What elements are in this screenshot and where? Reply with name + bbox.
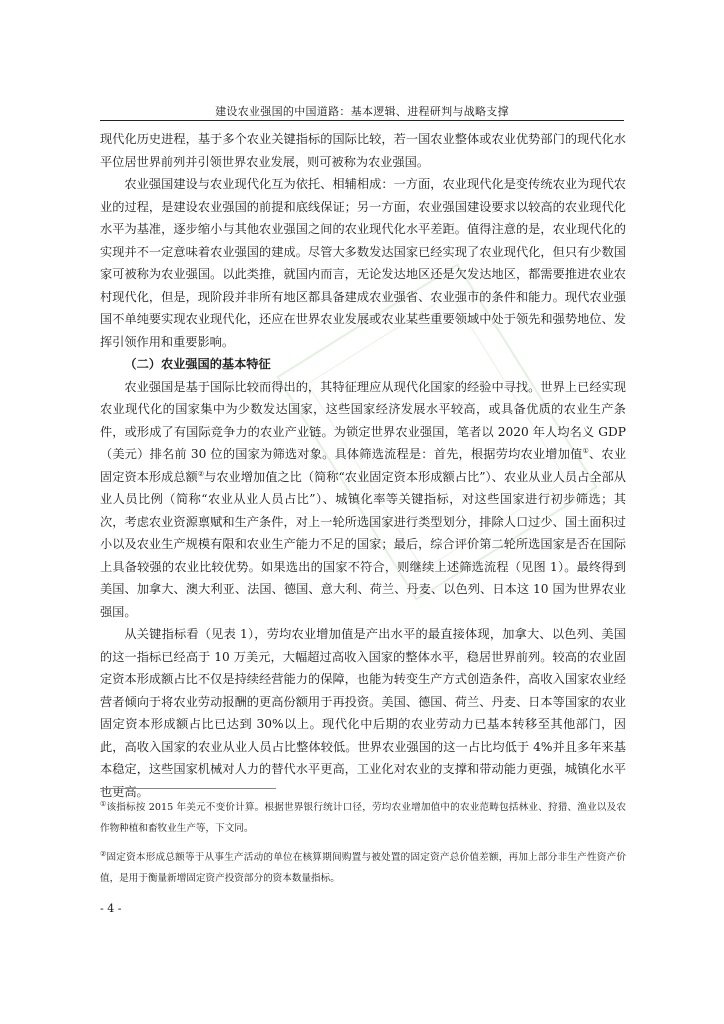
paragraph-selection-part2: 、农业固定资本形成总额	[100, 447, 627, 484]
footnote-divider	[100, 788, 276, 789]
footnote-2	[100, 847, 626, 889]
paragraph-relationship: 农业强国建设与农业现代化互为依托、相辅相成：一方面，农业现代化是变传统农业为现代农业的过程，是建设农业强国的前提和底线保证；另一方面，农业强国建设要求以较高的农业现代化水平为基准，逐步缩小与其他农业强国之间的农业现代化水平差距。值得注意的是，农业现代化的实现并不一定意味着农业强国的建成。尽管大多数发达国家已经实现了农业现代化，但只有少数国家可被称为农业强国。以此类推，就国内而言，无论发达地区还是欠发达地区，都需要推进农业农村现代化，但是，现阶段并非所有地区都具备建成农业强省、农业强市的条件和能力。现代农业强国不单纯要实现农业现代化，还应在世界农业发展或农业某些重要领域中处于领先和强势地位、发挥引领作用和重要影响。	[100, 177, 626, 349]
header-divider	[100, 120, 624, 121]
footnote-mark-2: ②	[100, 849, 107, 858]
section-heading: （二）农业强国的基本特征	[124, 357, 271, 371]
paragraph-selection-part1: 农业强国是基于国际比较而得出的，其特征理应从现代化国家的经验中寻找。世界上已经实现农业现代化的国家集中为少数发达国家，这些国家经济发展水平较高，或具备优质的农业生产条件，或形成了有国际竞争力的农业产业链。为锁定世界农业强国，笔者以 2020 年人均名义 GDP（美元）排名前 30 位的国家为筛选对象。具体筛选流程是：首先，根据劳均农业增加值	[100, 379, 626, 461]
footnote-ref-1[interactable]: ①	[582, 446, 590, 455]
running-header: 建设农业强国的中国道路：基本逻辑、进程研判与战略支撑	[215, 105, 509, 118]
footnote-1-text: 该指标按 2015 年美元不变价计算。根据世界银行统计口径，劳均农业增加值中的农业范畴包括林业、狩猎、渔业以及农作物种植和畜牧业生产等，下文同。	[100, 802, 627, 834]
paragraph-continuation: 现代化历史进程，基于多个农业关键指标的国际比较，若一国农业整体或农业优势部门的现代化水平位居世界前列并引领世界农业发展，则可被称为农业强国。	[100, 132, 626, 169]
paragraph-key-indicators: 从关键指标看（见表 1），劳均农业增加值是产出水平的最直接体现，加拿大、以色列、美国的这一指标已经高于 10 万美元，大幅超过高收入国家的整体水平，稳居世界前列。较高的农业固定资本形成额占比不仅是持续经营能力的保障，也能为转变生产方式创造条件，高收入国家农业经营者倾向于将农业劳动报酬的更高份额用于再投资。美国、德国、荷兰、丹麦、日本等国家的农业固定资本形成额占比已达到 30%以上。现代化中后期的农业劳动力已基本转移至其他部门，因此，高收入国家的农业从业人员占比整体较低。世界农业强国的这一占比均低于 4%并且多年来基本稳定，这些国家机械对人力的替代水平更高，工业化对农业的支撑和带动能力更强，城镇化水平也更高。	[100, 627, 626, 799]
footnotes	[100, 797, 626, 897]
footnote-1	[100, 797, 626, 839]
paragraph-selection-method	[100, 376, 626, 624]
footnote-2-text: 固定资本形成总额等于从事生产活动的单位在核算期间购置与被处置的固定资产总价值差额，再加上部分非生产性资产价值，是用于衡量新增固定资产投资部分的资本数量指标。	[100, 852, 627, 884]
main-content	[100, 128, 626, 803]
footnote-mark-1: ①	[100, 799, 107, 808]
page-number: - 4 -	[100, 902, 122, 915]
paragraph-selection-part3: 与农业增加值之比（简称“农业固定资本形成额占比”）、农业从业人员占全部从业人员比例（简称“农业从业人员占比”）、城镇化率等关键指标，对这些国家进行初步筛选；其次，考虑农业资源禀赋和生产条件，对上一轮所选国家进行类型划分，排除人口过少、国土面积过小以及农业生产规模有限和农业生产能力不足的国家；最后，综合评价第二轮所选国家是否在国际上具备较强的农业比较优势。如果选出的国家不符合，则继续上述筛选流程（见图 1）。最终得到美国、加拿大、澳大利亚、法国、德国、意大利、荷兰、丹麦、以色列、日本这 10 国为世界农业强国。	[100, 469, 626, 619]
footnote-ref-2[interactable]: ②	[197, 469, 205, 478]
